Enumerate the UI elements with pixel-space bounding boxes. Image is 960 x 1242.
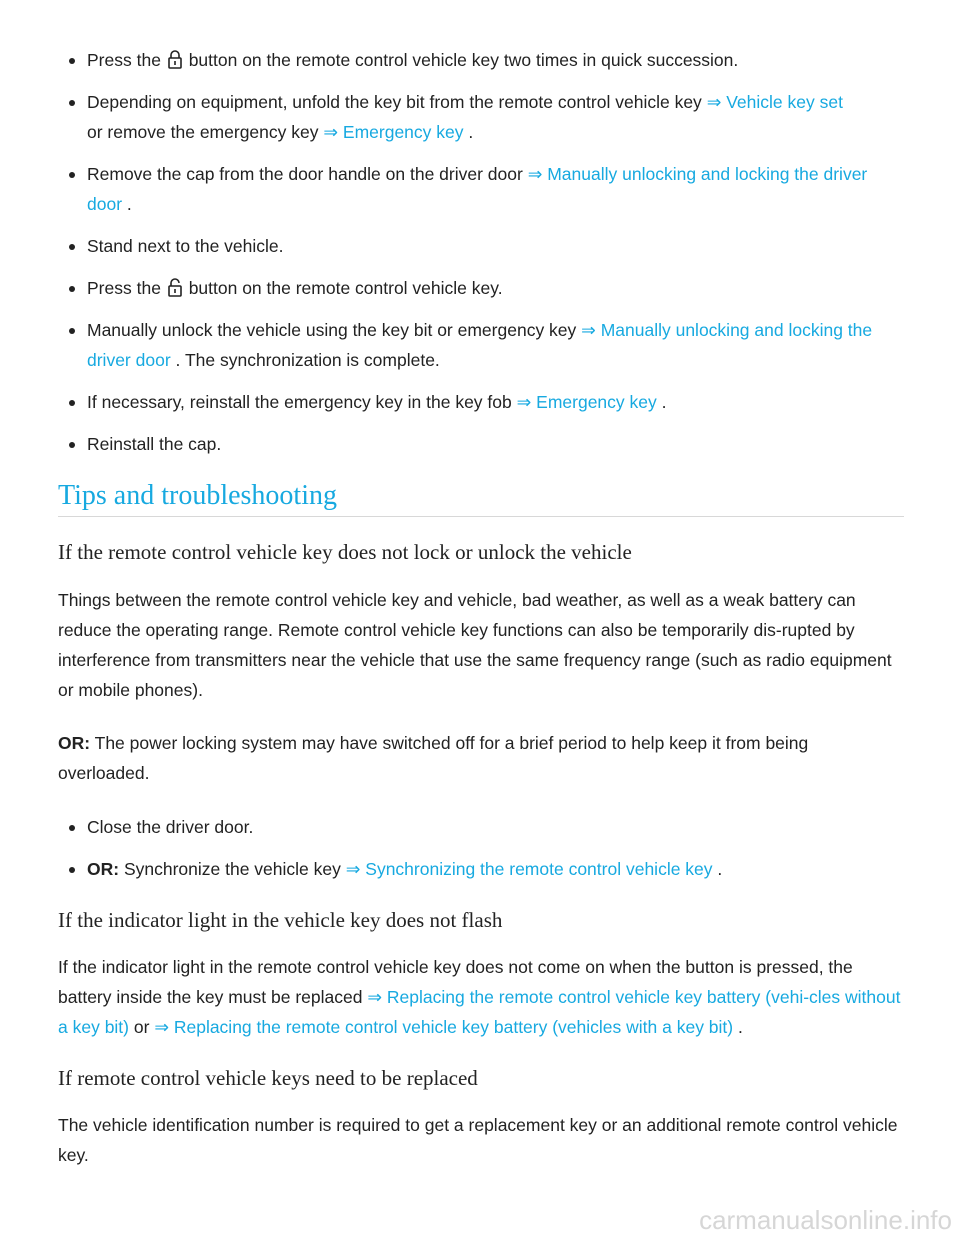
subheading-replace-keys: If remote control vehicle keys need to be replaced	[58, 1066, 478, 1090]
subheading-indicator-light: If the indicator light in the vehicle key does not flash	[58, 908, 503, 932]
lock-icon	[168, 49, 182, 69]
list-item: If necessary, reinstall the emergency key in the key fob ⇒ Emergency key .	[58, 387, 904, 417]
link-replace-battery-no-key-bit[interactable]: ⇒ Replacing the remote control vehicle key battery (vehi-cles without a key bit)	[58, 987, 901, 1037]
subheading-lock-unlock: If the remote control vehicle key does not lock or unlock the vehicle	[58, 540, 632, 564]
list-item: Remove the cap from the door handle on the driver door ⇒ Manually unlocking and locking the driver door .	[58, 159, 904, 219]
link-vehicle-key-set[interactable]: ⇒ Vehicle key set	[706, 92, 843, 112]
link-synchronize-key[interactable]: ⇒ Synchronizing the remote control vehicle key	[345, 859, 713, 879]
list-item: Stand next to the vehicle.	[58, 231, 904, 261]
or-paragraph: OR: The power locking system may have switched off for a brief period to help keep it from being overloaded.	[58, 733, 809, 783]
link-manual-unlock-driver-door[interactable]: ⇒ Manually unlocking and locking the driver door	[87, 164, 868, 214]
watermark: carmanualsonline.info	[699, 1205, 952, 1235]
list-item: Depending on equipment, unfold the key bit from the remote control vehicle key ⇒ Vehicle key set or remove the emergency key ⇒ Emergency key .	[58, 87, 904, 147]
list-item: Press the button on the remote control vehicle key.	[58, 273, 904, 303]
list-item: Manually unlock the vehicle using the key bit or emergency key ⇒ Manually unlocking and locking the driver door . The synchronization is complete.	[58, 315, 904, 375]
sync-steps-list	[58, 45, 904, 459]
list-item: Press the button on the remote control vehicle key two times in quick succession.	[58, 45, 904, 75]
range-paragraph: Things between the remote control vehicle key and vehicle, bad weather, as well as a weak battery can reduce the operating range. Remote control vehicle key functions can also be temporarily dis-rupted by interference from transmitters near the vehicle that use the same frequency range (such as radio equipment or mobile phones).	[58, 590, 892, 700]
indicator-paragraph: If the indicator light in the remote control vehicle key does not come on when the button is pressed, the battery inside the key must be replaced ⇒ Replacing the remote control vehicle key battery (vehi-cles without a key bit) or ⇒ Replacing the remote control vehicle key battery (vehicles with a key bit) .	[58, 957, 901, 1037]
replace-keys-paragraph: The vehicle identification number is required to get a replacement key or an additional remote control vehicle key.	[58, 1115, 898, 1165]
link-manual-unlock-driver-door-2[interactable]: ⇒ Manually unlocking and locking the driver door	[87, 320, 873, 370]
list-item: OR: Synchronize the vehicle key ⇒ Synchronizing the remote control vehicle key .	[58, 854, 904, 884]
fix-steps-list	[58, 812, 904, 884]
link-emergency-key[interactable]: ⇒ Emergency key	[323, 122, 464, 142]
list-item: Reinstall the cap.	[58, 429, 904, 459]
link-replace-battery-with-key-bit[interactable]: ⇒ Replacing the remote control vehicle key battery (vehicles with a key bit)	[154, 1017, 734, 1037]
list-item: Close the driver door.	[58, 812, 904, 842]
unlock-icon	[168, 277, 182, 297]
link-emergency-key-2[interactable]: ⇒ Emergency key	[516, 392, 657, 412]
section-title: Tips and troubleshooting	[58, 480, 904, 517]
